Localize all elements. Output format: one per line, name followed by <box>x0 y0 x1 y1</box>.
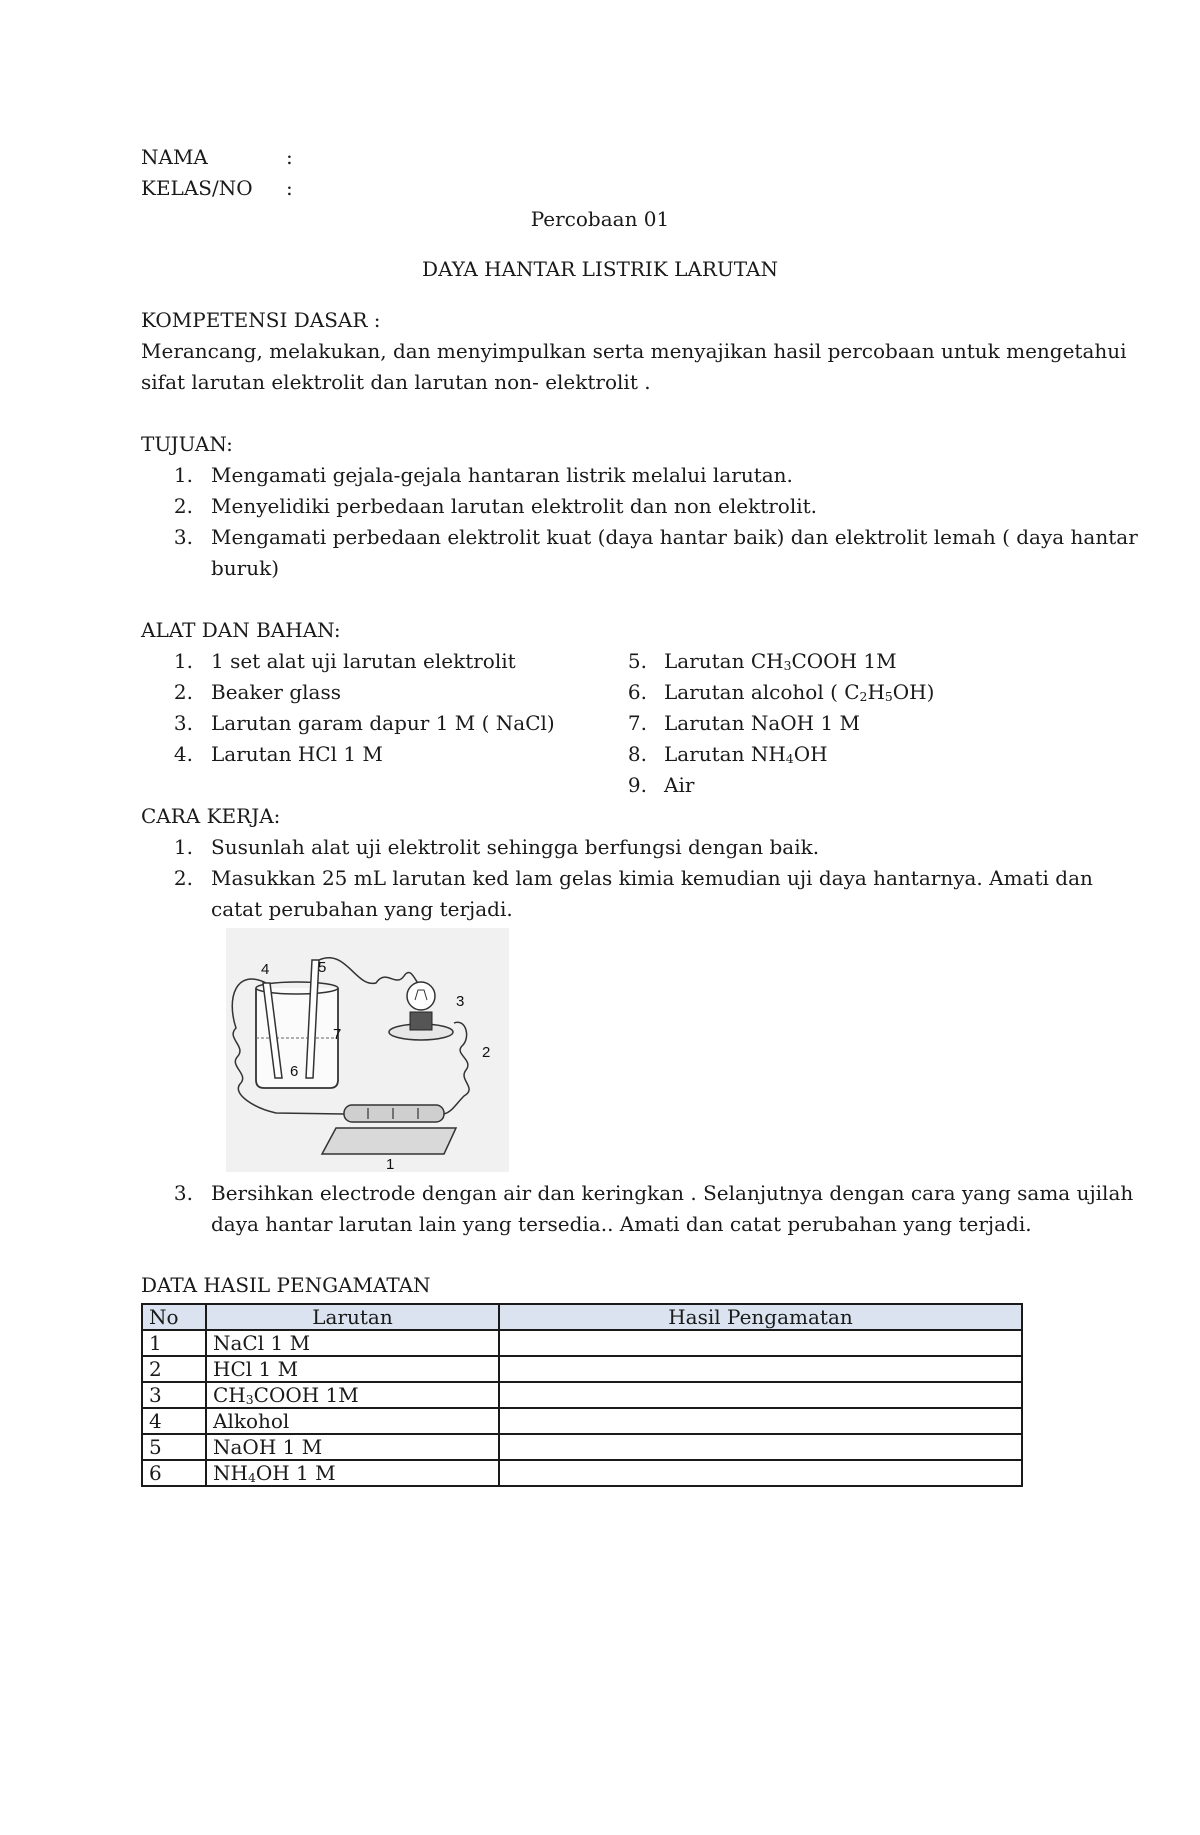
cell-no: 6 <box>142 1460 206 1486</box>
procedure-step-text: Masukkan 25 mL larutan ked lam gelas kimia kemudian uji daya hantarnya. Amati dan <box>211 866 1093 890</box>
cell-solution: HCl 1 M <box>206 1356 499 1382</box>
material-item: Larutan $NH_4OH$ <box>664 742 828 767</box>
column-header-result: Hasil Pengamatan <box>499 1304 1022 1330</box>
name-line <box>141 147 293 167</box>
class-line <box>141 178 293 198</box>
material-item: Beaker glass <box>211 680 341 704</box>
name-label: NAMA <box>141 145 208 169</box>
cell-no: 5 <box>142 1434 206 1460</box>
battery-holder <box>344 1105 444 1122</box>
material-item: Larutan alcohol ( $C_2H_5OH$) <box>664 680 935 705</box>
electrolyte-tester-diagram <box>226 928 509 1172</box>
table-row <box>142 1460 1022 1486</box>
material-item: 1 set alat uji larutan elektrolit <box>211 649 516 673</box>
cell-solution: Alkohol <box>206 1408 499 1434</box>
procedure-step-text-continued: daya hantar larutan lain yang tersedia.. Amati dan catat perubahan yang terjadi. <box>211 1212 1032 1236</box>
procedure-heading: CARA KERJA: <box>141 804 281 828</box>
name-separator: : <box>286 145 293 169</box>
objective-text: Menyelidiki perbedaan larutan elektrolit dan non elektrolit. <box>211 494 818 518</box>
cell-result[interactable] <box>499 1460 1022 1486</box>
diagram-label: 7 <box>333 1026 342 1043</box>
class-label: KELAS/NO <box>141 176 253 200</box>
cell-result[interactable] <box>499 1330 1022 1356</box>
cell-solution: NaCl 1 M <box>206 1330 499 1356</box>
procedure-step-number: 3. <box>173 1181 193 1205</box>
material-number: 1. <box>173 649 193 673</box>
objective-number: 1. <box>173 463 193 487</box>
observation-heading: DATA HASIL PENGAMATAN <box>141 1273 431 1297</box>
material-item: Larutan HCl 1 M <box>211 742 383 766</box>
material-item: Larutan garam dapur 1 M ( NaCl) <box>211 711 555 735</box>
objective-text: Mengamati perbedaan elektrolit kuat (daya hantar baik) dan elektrolit lemah ( daya hantar <box>211 525 1138 549</box>
cell-solution: NaOH 1 M <box>206 1434 499 1460</box>
objective-text-continued: buruk) <box>211 556 280 580</box>
experiment-number: Percobaan 01 <box>530 207 670 231</box>
diagram-label: 6 <box>290 1063 299 1080</box>
competency-line-2: sifat larutan elektrolit dan larutan non- elektrolit . <box>141 370 651 394</box>
material-number: 5. <box>627 649 647 673</box>
material-item: Larutan NaOH 1 M <box>664 711 861 735</box>
procedure-step-text-continued: catat perubahan yang terjadi. <box>211 897 513 921</box>
cell-no: 2 <box>142 1356 206 1382</box>
page-title: DAYA HANTAR LISTRIK LARUTAN <box>422 257 778 281</box>
diagram-label: 5 <box>318 959 327 976</box>
cell-result[interactable] <box>499 1408 1022 1434</box>
diagram-label: 1 <box>386 1156 395 1172</box>
material-number: 6. <box>627 680 647 704</box>
cell-result[interactable] <box>499 1382 1022 1408</box>
cell-result[interactable] <box>499 1434 1022 1460</box>
materials-heading: ALAT DAN BAHAN: <box>141 618 341 642</box>
table-row <box>142 1330 1022 1356</box>
observation-table <box>141 1303 1023 1487</box>
cell-no: 1 <box>142 1330 206 1356</box>
procedure-step-text: Susunlah alat uji elektrolit sehingga berfungsi dengan baik. <box>211 835 820 859</box>
column-header-solution: Larutan <box>206 1304 499 1330</box>
table-row <box>142 1356 1022 1382</box>
class-separator: : <box>286 176 293 200</box>
table-row <box>142 1434 1022 1460</box>
material-item: Air <box>664 773 695 797</box>
objective-text: Mengamati gejala-gejala hantaran listrik melalui larutan. <box>211 463 793 487</box>
cell-solution: $CH_3COOH$ 1M <box>206 1382 499 1408</box>
procedure-step-text: Bersihkan electrode dengan air dan keringkan . Selanjutnya dengan cara yang sama ujilah <box>211 1181 1134 1205</box>
competency-line-1: Merancang, melakukan, dan menyimpulkan serta menyajikan hasil percobaan untuk mengetahui <box>141 339 1127 363</box>
diagram-label: 4 <box>261 961 270 978</box>
table-row <box>142 1408 1022 1434</box>
material-number: 2. <box>173 680 193 704</box>
material-number: 9. <box>627 773 647 797</box>
cell-no: 4 <box>142 1408 206 1434</box>
diagram-label: 3 <box>456 993 465 1010</box>
diagram-label: 2 <box>482 1044 491 1061</box>
battery-board <box>322 1128 456 1154</box>
material-number: 4. <box>173 742 193 766</box>
table-header-row <box>142 1304 1022 1330</box>
competency-heading: KOMPETENSI DASAR : <box>141 308 381 332</box>
cell-result[interactable] <box>499 1356 1022 1382</box>
column-header-no: No <box>142 1304 206 1330</box>
objectives-heading: TUJUAN: <box>141 432 233 456</box>
table-row <box>142 1382 1022 1408</box>
procedure-step-number: 1. <box>173 835 193 859</box>
cell-solution: $NH_4OH$ 1 M <box>206 1460 499 1486</box>
material-item: Larutan $CH_3COOH$ 1M <box>664 649 897 674</box>
material-number: 7. <box>627 711 647 735</box>
material-number: 3. <box>173 711 193 735</box>
cell-no: 3 <box>142 1382 206 1408</box>
objective-number: 2. <box>173 494 193 518</box>
objective-number: 3. <box>173 525 193 549</box>
procedure-step-number: 2. <box>173 866 193 890</box>
lamp-bulb <box>407 982 435 1010</box>
material-number: 8. <box>627 742 647 766</box>
